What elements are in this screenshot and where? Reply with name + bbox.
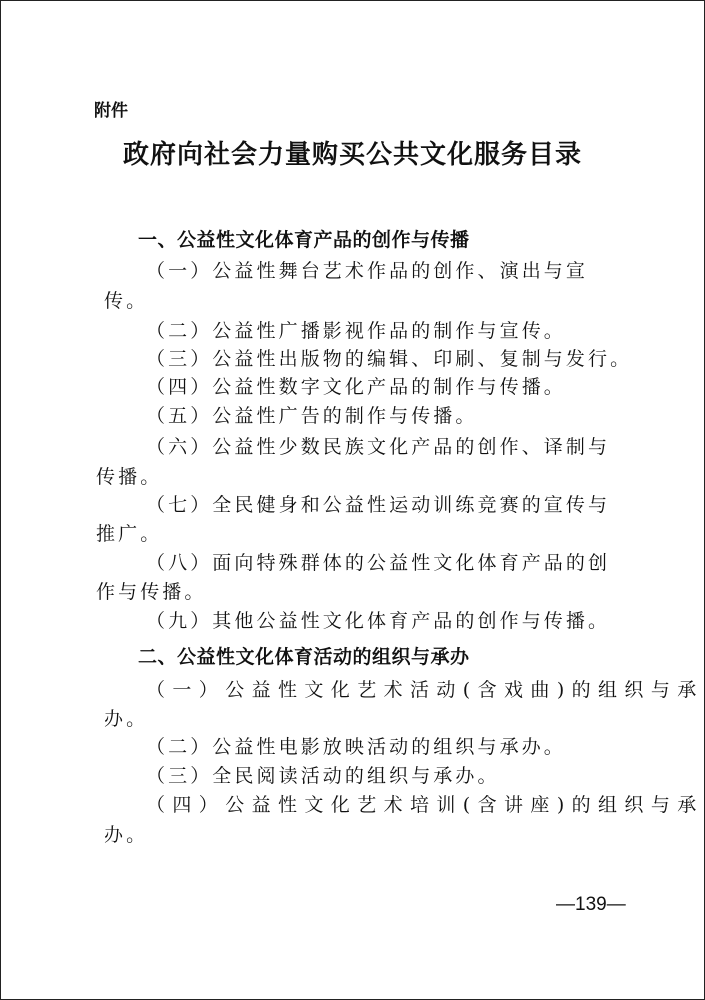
section-1-line-4: （三）公益性出版物的编辑、印刷、复制与发行。 [146,348,633,370]
section-1-line-9: （七）全民健身和公益性运动训练竞赛的宣传与 [146,494,611,516]
section-1-line-8: 传播。 [96,466,163,488]
section-1-line-6: （五）公益性广告的制作与传播。 [146,405,478,427]
section-1-line-10: 推广。 [96,523,163,545]
section-1-line-12: 作与传播。 [96,581,207,603]
section-heading-1: 一、公益性文化体育产品的创作与传播 [138,229,470,251]
page-number: —139— [556,894,626,915]
section-1-line-3: （二）公益性广播影视作品的制作与宣传。 [146,320,566,342]
document-title: 政府向社会力量购买公共文化服务目录 [122,140,582,170]
section-1-line-1: （一）公益性舞台艺术作品的创作、演出与宣 [146,260,589,282]
attachment-label: 附件 [94,101,128,121]
section-2-line-5: （四）公益性文化艺术培训(含讲座)的组织与承 [146,794,704,816]
section-1-line-2: 传。 [104,290,149,312]
section-1-line-13: （九）其他公益性文化体育产品的创作与传播。 [146,610,611,632]
section-1-line-5: （四）公益性数字文化产品的制作与传播。 [146,376,566,398]
section-2-line-4: （三）全民阅读活动的组织与承办。 [146,765,500,787]
section-2-line-6: 办。 [104,824,149,846]
section-1-line-7: （六）公益性少数民族文化产品的创作、译制与 [146,436,611,458]
section-2-line-3: （二）公益性电影放映活动的组织与承办。 [146,736,566,758]
section-2-line-1: （一）公益性文化艺术活动(含戏曲)的组织与承 [146,679,704,701]
section-heading-2: 二、公益性文化体育活动的组织与承办 [138,646,470,668]
section-1-line-11: （八）面向特殊群体的公益性文化体育产品的创 [146,552,611,574]
section-2-line-2: 办。 [104,708,149,730]
